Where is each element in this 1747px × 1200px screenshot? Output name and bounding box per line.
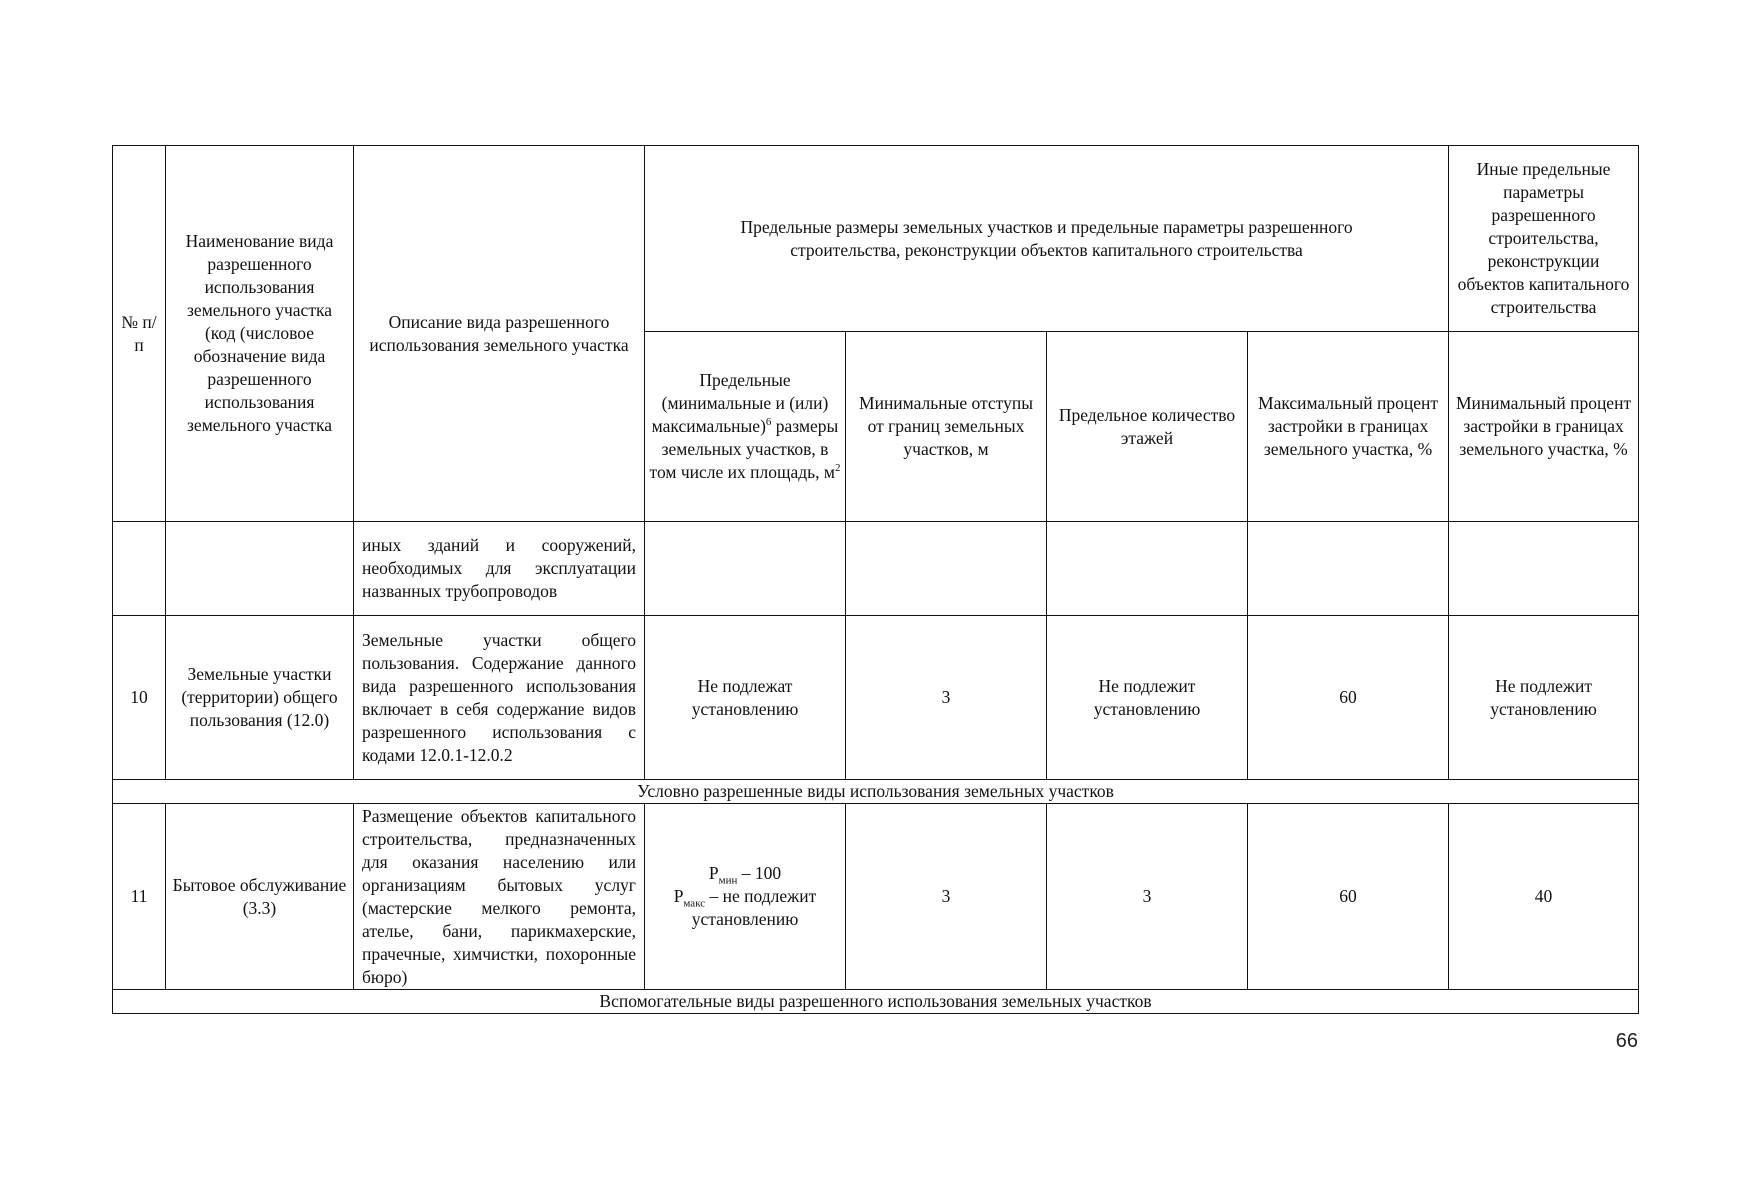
row11-description: Размещение объектов капитального строительства, предназначенных для оказания населению или организациям бытовых услуг (мастерские мелкого ремонта, ателье, бани, парикмахерские, прачечные, химчистки, похоронные бюро) (354, 804, 645, 990)
header-sizes-text: Предельные (минимальные и (или) максимальные) (651, 370, 829, 436)
row10-floors: Не подлежит установлению (1047, 616, 1248, 780)
cell-empty (1248, 522, 1449, 616)
row11-name: Бытовое обслуживание (3.3) (166, 804, 354, 990)
cell-empty (846, 522, 1047, 616)
header-limits-group: Предельные размеры земельных участков и предельные параметры разрешенного строительства, реконструкции объектов капитального строительства (645, 146, 1449, 332)
cell-empty (166, 522, 354, 616)
row11-sizes-max: $Р_{макс}$ – не подлежит установлению (673, 886, 817, 929)
row11-max-coverage: 60 (1248, 804, 1449, 990)
row11-sizes-min: $Р_{мин} - 100$ (708, 863, 782, 887)
header-max-coverage: Максимальный процент застройки в границах земельного участка, % (1248, 332, 1449, 522)
cell-empty (113, 522, 166, 616)
continuation-description: иных зданий и сооружений, необходимых для эксплуатации названных трубопроводов (354, 522, 645, 616)
row11-floors: 3 (1047, 804, 1248, 990)
row11-min-coverage: 40 (1449, 804, 1639, 990)
table-row (113, 616, 1639, 780)
header-sizes-unit-sup: 2 (834, 462, 841, 475)
header-sizes-footnote: 6 (765, 416, 772, 429)
section-auxiliary: Вспомогательные виды разрешенного использования земельных участков (113, 990, 1639, 1014)
header-sizes-rest: размеры земельных участков, в том числе их площадь, м (649, 416, 839, 482)
row10-description: Земельные участки общего пользования. Содержание данного вида разрешенного использования включает в себя содержание видов разрешенного использования с кодами 12.0.1-12.0.2 (354, 616, 645, 780)
header-num: № п/п (113, 146, 166, 522)
row10-name: Земельные участки (территории) общего пользования (12.0) (166, 616, 354, 780)
row10-max-coverage: 60 (1248, 616, 1449, 780)
row10-setbacks: 3 (846, 616, 1047, 780)
table-row (113, 804, 1639, 990)
section-row (113, 780, 1639, 804)
row10-min-coverage: Не подлежит установлению (1449, 616, 1639, 780)
header-min-coverage: Минимальный процент застройки в границах земельного участка, % (1449, 332, 1639, 522)
page-number: 66 (1615, 1030, 1638, 1052)
row11-num: 11 (113, 804, 166, 990)
header-row-1 (113, 146, 1639, 332)
table-row (113, 522, 1639, 616)
row11-setbacks: 3 (846, 804, 1047, 990)
cell-empty (1449, 522, 1639, 616)
header-name: Наименование вида разрешенного использования земельного участка (код (числовое обозначение вида разрешенного использования земельного участка (166, 146, 354, 522)
header-other-params: Иные предельные параметры разрешенного строительства, реконструкции объектов капитального строительства (1449, 146, 1639, 332)
cell-empty (1047, 522, 1248, 616)
cell-empty (645, 522, 846, 616)
row10-num: 10 (113, 616, 166, 780)
land-use-table (112, 145, 1639, 1014)
header-sizes (645, 332, 846, 522)
row10-sizes: Не подлежат установлению (645, 616, 846, 780)
header-floors: Предельное количество этажей (1047, 332, 1248, 522)
header-setbacks: Минимальные отступы от границ земельных участков, м (846, 332, 1047, 522)
header-description: Описание вида разрешенного использования земельного участка (354, 146, 645, 522)
section-conditional: Условно разрешенные виды использования земельных участков (113, 780, 1639, 804)
section-row (113, 990, 1639, 1014)
row11-sizes (645, 804, 846, 990)
